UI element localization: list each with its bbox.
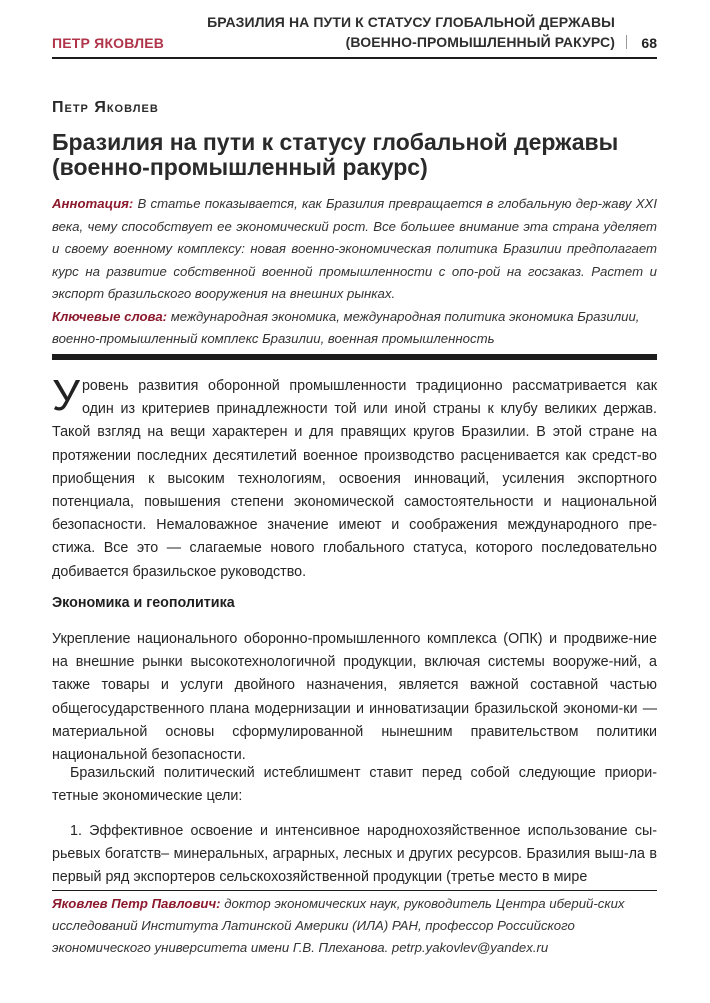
keywords <box>52 306 657 350</box>
running-header-title-line1: БРАЗИЛИЯ НА ПУТИ К СТАТУСУ ГЛОБАЛЬНОЙ ДЕРЖАВЫ <box>207 14 615 30</box>
running-header-title <box>207 12 615 52</box>
article-author: Петр Яковлев <box>52 99 159 116</box>
running-header <box>52 12 657 52</box>
footnote-text: доктор экономических наук, руководитель Центра иберий-ских исследований Института Латинской Америки (ИЛА) РАН, профессор Российского экономического университета имени Г.В. Плеханова. petrp.yakovlev@yandex.ru <box>52 896 625 955</box>
abstract-label: Аннотация: <box>52 196 134 211</box>
header-rule <box>52 57 657 59</box>
footnote-label: Яковлев Петр Павлович: <box>52 896 221 911</box>
abstract-divider <box>52 354 657 360</box>
running-header-author: ПЕТР ЯКОВЛЕВ <box>52 35 165 51</box>
footnote-rule <box>52 890 657 891</box>
section-heading: Экономика и геополитика <box>52 595 235 611</box>
page-number: 68 <box>641 35 657 51</box>
lead-paragraph <box>52 371 657 584</box>
running-header-title-line2: (ВОЕННО-ПРОМЫШЛЕННЫЙ РАКУРС) <box>345 34 615 50</box>
article-title-line2: (военно-промышленный ракурс) <box>52 154 428 180</box>
author-footnote <box>52 893 657 959</box>
keywords-label: Ключевые слова: <box>52 309 168 324</box>
abstract <box>52 193 657 306</box>
article-title <box>52 130 657 180</box>
body-paragraph: Бразильский политический истеблишмент ставит перед собой следующие приори-тетные экономические цели: <box>52 765 657 805</box>
drop-cap: У <box>52 371 80 420</box>
article-title-line1: Бразилия на пути к статусу глобальной державы <box>52 129 619 155</box>
abstract-text: В статье показывается, как Бразилия превращается в глобальную дер-жаву XXI века, чему способствует ее экономический рост. Все большее внимание эта страна уделяет и своему военному комплексу: новая военно-экономическая политика Бразилии предполагает курс на развитие собственной военной промышленности с опо-рой на госзаказ. Растет и экспорт бразильского вооружения на внешних рынках. <box>52 196 657 301</box>
body-paragraph: 1. Эффективное освоение и интенсивное народнохозяйственное использование сы-рьевых богатств– минеральных, аграрных, лесных и других ресурсов. Бразилия выш-ла в первый ряд экспортеров сельскохозяйственной продукции (третье место в мире <box>52 823 657 886</box>
body-paragraph: Укрепление национального оборонно-промышленного комплекса (ОПК) и продвиже-ние на внешние рынки высокотехнологичной продукции, включая системы вооруже-ний, а также товары и услуги двойного назначения, является важной составной частью общегосударственного плана модернизации и инноватизации бразильской экономи-ки — материальной основы сформулированной нынешним правительством политики национальной безопасности. <box>52 631 657 764</box>
lead-text: ровень развития оборонной промышленности традиционно рассматривается как один из критериев принадлежности той или иной страны к клубу великих держав. Такой взгляд на вещи характерен и для правящих кругов Бразилии. В этой стране на протяжении последних десятилетий военное производство расценивается как средст-во приобщения к высоким технологиям, освоения инноваций, усиления экспортного потенциала, повышения степени экономической самостоятельности и национальной безопасности. Немаловажное значение имеют и соображения международного пре-стижа. Все это — слагаемые нового глобального статуса, которого последовательно добивается бразильское руководство. <box>52 378 657 580</box>
page-number-separator <box>626 35 627 49</box>
keywords-text: международная экономика, международная политика экономика Бразилии, военно-промышленный комплекс Бразилии, военная промышленность <box>52 309 640 346</box>
